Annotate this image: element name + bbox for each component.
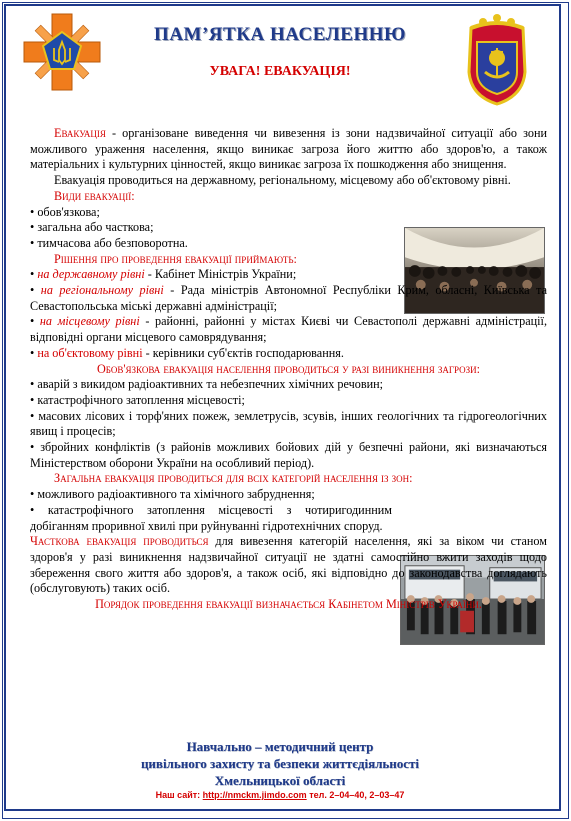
- decision-level: на об'єктовому рівні: [37, 345, 143, 360]
- type-item: • загальна або часткова;: [30, 220, 154, 235]
- types-heading: Види евакуації:: [54, 188, 135, 203]
- decision-item: • на регіональному рівні - Рада міністрів Автономної Республіки Крим, обласні, Київська та Севастопольська міські державні адміністрації;: [30, 283, 547, 313]
- footer-line: Хмельницької області: [214, 773, 346, 788]
- levels-paragraph: Евакуація проводиться на державному, регіональному, місцевому або об'єктовому рівні.: [54, 173, 511, 188]
- final-note: Порядок проведення евакуації визначається Кабінетом Міністрів України.: [95, 597, 482, 612]
- phone-numbers: тел. 2–04–40, 2–03–47: [306, 790, 405, 800]
- decision-item: • на державному рівні - Кабінет Міністрів України;: [30, 267, 297, 282]
- zone-item: • можливого радіоактивного та хімічного забруднення;: [30, 487, 315, 502]
- threat-item: • масових лісових і торф'яних пожеж, землетрусів, зсувів, інших геологічних та гідрогеологічних явищ і процесів;: [30, 408, 547, 439]
- footer-line: цивільного захисту та безпеки життєдіяльності: [140, 756, 420, 771]
- type-item: • обов'язкова;: [30, 204, 100, 219]
- decision-item: • на об'єктовому рівні - керівники суб'єктів господарювання.: [30, 345, 344, 360]
- page-title: ПАМ’ЯТКА НАСЕЛЕННЮ: [154, 24, 406, 45]
- oblast-coat-of-arms-icon: [457, 12, 537, 108]
- site-label: Наш сайт:: [155, 790, 203, 800]
- definition-paragraph: [30, 126, 547, 173]
- general-heading: Загальна евакуація проводиться для всіх категорій населення із зон:: [54, 471, 413, 486]
- footer-contacts: [60, 790, 500, 800]
- decision-heading: Рішення про проведення евакуації приймають:: [54, 251, 297, 266]
- decision-level: на місцевому рівні: [39, 314, 140, 329]
- threat-item: • збройних конфліктів (з районів можливих бойових дій у безпечні райони, які визначаються Міністерством оборони України на особливий період).: [30, 440, 547, 470]
- evacuation-term: Евакуація: [54, 126, 106, 140]
- decision-item: • на місцевому рівні - районні, районні у містах Києві чи Севастополі державні адміністрації, відповідні органи місцевого самоврядування;: [30, 314, 547, 345]
- mandatory-heading: Обов'язкова евакуація населення проводиться у разі виникнення загрози:: [96, 361, 481, 376]
- decision-level: на державному рівні: [37, 267, 145, 282]
- decision-level: на регіональному рівні: [40, 283, 164, 298]
- page-subtitle: УВАГА! ЕВАКУАЦІЯ!: [209, 64, 351, 79]
- threat-item: • катастрофічного затоплення місцевості;: [30, 392, 245, 407]
- evacuation-definition: - організоване виведення чи вивезення із зони надзвичайної ситуації або зони можливого ураження населення, якщо виникає загроза його життю або здоров'ю, а також матеріальних і культурних цінностей, якщо виникає загроза їх пошкодження або знищення.: [30, 126, 547, 172]
- memo-body: [30, 126, 547, 613]
- footer-organization: [60, 738, 500, 789]
- civil-protection-emblem-icon: [22, 12, 102, 92]
- footer-line: Навчально – методичний центр: [186, 739, 374, 754]
- threat-item: • аварій з викидом радіоактивних та небезпечних хімічних речовин;: [30, 377, 384, 392]
- partial-paragraph: [30, 534, 547, 597]
- type-item: • тимчасова або безповоротна.: [30, 235, 188, 250]
- partial-term: Часткова евакуація проводиться: [30, 534, 209, 549]
- zone-item: • катастрофічного затоплення місцевості з чотиригодинним добіганням проривної хвилі при руйнуванні гідротехнічних споруд.: [30, 502, 392, 533]
- partial-text: для вивезення категорій населення, які за віком чи станом здоров'я у разі виникнення надзвичайної ситуації не здатні самостійно вжити заходів щодо збереження свого життя або здоров'я, а також осіб, які відповідно до законодавства доглядають (обслуговують) таких осіб.: [30, 534, 547, 596]
- site-link[interactable]: http://nmckm.jimdo.com: [202, 790, 307, 800]
